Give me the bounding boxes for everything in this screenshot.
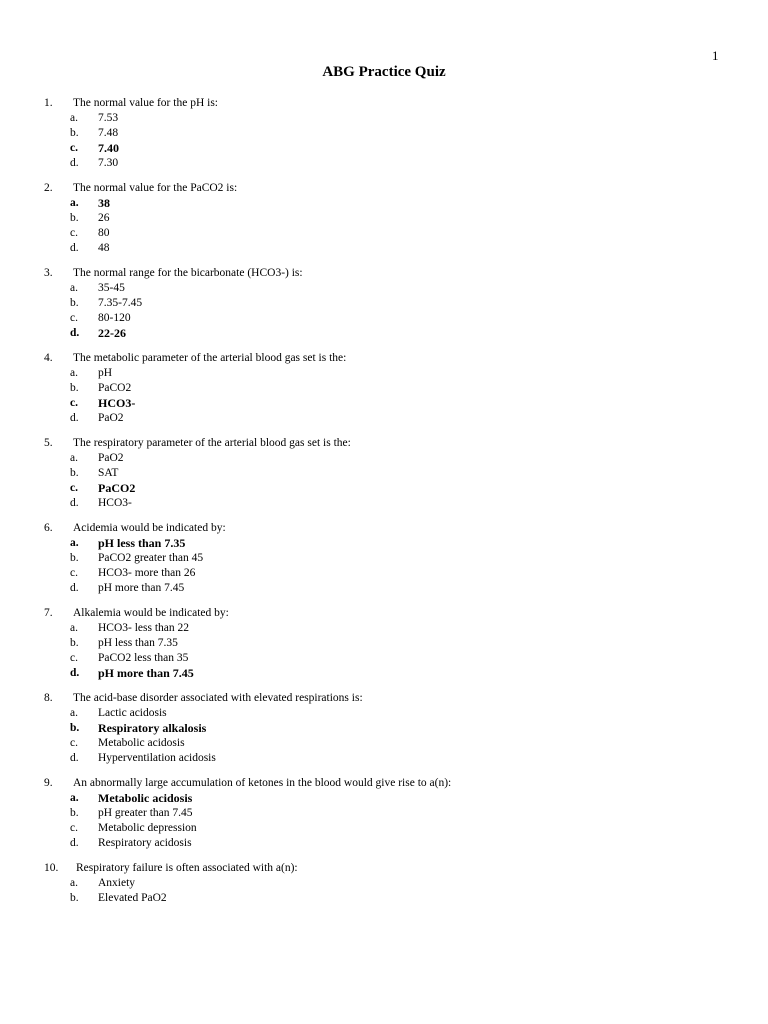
page-title: ABG Practice Quiz bbox=[322, 64, 446, 80]
question-row bbox=[0, 351, 768, 366]
option-text: Metabolic acidosis bbox=[98, 737, 185, 749]
answer-option bbox=[0, 311, 768, 326]
option-text: 80-120 bbox=[98, 312, 131, 324]
option-text: 38 bbox=[98, 196, 110, 210]
option-text: PaCO2 bbox=[98, 382, 132, 394]
question-row bbox=[0, 606, 768, 621]
question-text: The respiratory parameter of the arterial blood gas set is the: bbox=[73, 437, 351, 449]
question-text: The normal value for the PaCO2 is: bbox=[73, 182, 238, 194]
question-number: 7. bbox=[44, 607, 53, 619]
answer-option bbox=[0, 466, 768, 481]
answer-option bbox=[0, 651, 768, 666]
option-text: PaO2 bbox=[98, 412, 124, 424]
answer-option-correct bbox=[0, 481, 768, 496]
option-letter: c. bbox=[70, 312, 78, 324]
option-text: 26 bbox=[98, 212, 110, 224]
answer-option bbox=[0, 876, 768, 891]
option-text: pH less than 7.35 bbox=[98, 637, 178, 649]
answer-option-correct bbox=[0, 396, 768, 411]
option-letter: c. bbox=[70, 737, 78, 749]
question-row bbox=[0, 521, 768, 536]
answer-option bbox=[0, 126, 768, 141]
option-text: pH bbox=[98, 367, 113, 379]
question-row bbox=[0, 861, 768, 876]
question-block bbox=[0, 266, 768, 341]
option-letter: b. bbox=[70, 297, 79, 309]
option-letter: d. bbox=[70, 327, 80, 339]
question-number: 5. bbox=[44, 437, 53, 449]
question-block bbox=[0, 861, 768, 906]
option-letter: d. bbox=[70, 837, 79, 849]
option-letter: a. bbox=[70, 112, 78, 124]
answer-option bbox=[0, 736, 768, 751]
option-text: PaCO2 less than 35 bbox=[98, 652, 189, 664]
answer-option bbox=[0, 211, 768, 226]
option-text: pH more than 7.45 bbox=[98, 582, 185, 594]
answer-option bbox=[0, 566, 768, 581]
question-text: Alkalemia would be indicated by: bbox=[73, 607, 229, 619]
question-block bbox=[0, 606, 768, 681]
option-letter: c. bbox=[70, 652, 78, 664]
option-letter: a. bbox=[70, 452, 78, 464]
option-text: HCO3- bbox=[98, 497, 132, 509]
option-text: Hyperventilation acidosis bbox=[98, 752, 216, 764]
option-letter: b. bbox=[70, 552, 79, 564]
option-letter: d. bbox=[70, 752, 79, 764]
option-text: HCO3- less than 22 bbox=[98, 622, 190, 634]
answer-option bbox=[0, 621, 768, 636]
question-number: 3. bbox=[44, 267, 53, 279]
question-list bbox=[0, 96, 768, 916]
option-letter: d. bbox=[70, 497, 79, 509]
answer-option bbox=[0, 296, 768, 311]
answer-option bbox=[0, 836, 768, 851]
option-letter: c. bbox=[70, 482, 78, 494]
question-row bbox=[0, 436, 768, 451]
answer-option-correct bbox=[0, 536, 768, 551]
answer-option-correct bbox=[0, 141, 768, 156]
option-letter: b. bbox=[70, 722, 80, 734]
answer-option-correct bbox=[0, 666, 768, 681]
question-number: 10. bbox=[44, 862, 59, 874]
answer-option bbox=[0, 381, 768, 396]
answer-option-correct bbox=[0, 196, 768, 211]
option-letter: b. bbox=[70, 467, 79, 479]
option-text: 35-45 bbox=[98, 282, 125, 294]
option-letter: b. bbox=[70, 382, 79, 394]
question-block bbox=[0, 521, 768, 596]
answer-option bbox=[0, 156, 768, 171]
answer-option-correct bbox=[0, 791, 768, 806]
answer-option-correct bbox=[0, 721, 768, 736]
option-letter: b. bbox=[70, 892, 79, 904]
answer-option bbox=[0, 706, 768, 721]
option-text: PaCO2 greater than 45 bbox=[98, 552, 204, 564]
option-letter: a. bbox=[70, 792, 79, 804]
option-text: Respiratory alkalosis bbox=[98, 721, 207, 735]
option-text: pH less than 7.35 bbox=[98, 536, 186, 550]
option-text: 48 bbox=[98, 242, 110, 254]
answer-option bbox=[0, 581, 768, 596]
option-letter: d. bbox=[70, 412, 79, 424]
question-row bbox=[0, 776, 768, 791]
question-row bbox=[0, 96, 768, 111]
question-block bbox=[0, 691, 768, 766]
option-letter: b. bbox=[70, 807, 79, 819]
answer-option bbox=[0, 751, 768, 766]
answer-option bbox=[0, 226, 768, 241]
option-letter: b. bbox=[70, 127, 79, 139]
question-text: The acid-base disorder associated with elevated respirations is: bbox=[73, 692, 363, 704]
option-letter: d. bbox=[70, 667, 80, 679]
option-letter: a. bbox=[70, 197, 79, 209]
answer-option bbox=[0, 411, 768, 426]
question-number: 9. bbox=[44, 777, 53, 789]
option-text: Metabolic acidosis bbox=[98, 791, 193, 805]
option-letter: a. bbox=[70, 622, 78, 634]
option-text: pH more than 7.45 bbox=[98, 666, 194, 680]
option-letter: a. bbox=[70, 707, 78, 719]
option-letter: c. bbox=[70, 142, 78, 154]
option-text: Lactic acidosis bbox=[98, 707, 167, 719]
option-text: PaCO2 bbox=[98, 481, 136, 495]
answer-option bbox=[0, 551, 768, 566]
option-letter: c. bbox=[70, 822, 78, 834]
option-letter: d. bbox=[70, 157, 79, 169]
question-block bbox=[0, 96, 768, 171]
option-letter: c. bbox=[70, 227, 78, 239]
option-text: 7.30 bbox=[98, 157, 119, 169]
option-letter: d. bbox=[70, 242, 79, 254]
answer-option bbox=[0, 111, 768, 126]
option-text: 7.35-7.45 bbox=[98, 297, 143, 309]
answer-option bbox=[0, 496, 768, 511]
page-number: 1 bbox=[712, 48, 719, 63]
option-letter: b. bbox=[70, 212, 79, 224]
answer-option bbox=[0, 636, 768, 651]
question-number: 4. bbox=[44, 352, 53, 364]
question-block bbox=[0, 181, 768, 256]
answer-option bbox=[0, 451, 768, 466]
question-row bbox=[0, 266, 768, 281]
option-letter: a. bbox=[70, 877, 78, 889]
question-block bbox=[0, 776, 768, 851]
answer-option bbox=[0, 821, 768, 836]
option-text: HCO3- bbox=[98, 396, 136, 410]
option-text: 22-26 bbox=[98, 326, 126, 340]
option-text: 7.40 bbox=[98, 141, 119, 155]
answer-option bbox=[0, 891, 768, 906]
answer-option bbox=[0, 366, 768, 381]
question-text: An abnormally large accumulation of ketones in the blood would give rise to a(n): bbox=[73, 777, 452, 789]
question-number: 2. bbox=[44, 182, 53, 194]
option-letter: a. bbox=[70, 537, 79, 549]
option-text: Respiratory acidosis bbox=[98, 837, 192, 849]
question-text: Respiratory failure is often associated with a(n): bbox=[76, 862, 298, 874]
question-text: The metabolic parameter of the arterial blood gas set is the: bbox=[73, 352, 347, 364]
option-text: HCO3- more than 26 bbox=[98, 567, 196, 579]
option-letter: b. bbox=[70, 637, 79, 649]
option-text: SAT bbox=[98, 467, 119, 479]
question-block bbox=[0, 351, 768, 426]
option-letter: a. bbox=[70, 282, 78, 294]
option-text: Anxiety bbox=[98, 877, 136, 889]
option-text: Metabolic depression bbox=[98, 822, 197, 834]
answer-option-correct bbox=[0, 326, 768, 341]
option-letter: d. bbox=[70, 582, 79, 594]
option-text: 7.48 bbox=[98, 127, 119, 139]
option-text: Elevated PaO2 bbox=[98, 892, 167, 904]
option-text: PaO2 bbox=[98, 452, 124, 464]
option-text: pH greater than 7.45 bbox=[98, 807, 193, 819]
answer-option bbox=[0, 281, 768, 296]
question-text: The normal range for the bicarbonate (HCO3-) is: bbox=[73, 267, 303, 279]
question-text: Acidemia would be indicated by: bbox=[73, 522, 226, 534]
answer-option bbox=[0, 806, 768, 821]
question-text: The normal value for the pH is: bbox=[73, 97, 218, 109]
question-row bbox=[0, 181, 768, 196]
option-letter: c. bbox=[70, 567, 78, 579]
question-row bbox=[0, 691, 768, 706]
option-letter: a. bbox=[70, 367, 78, 379]
question-number: 6. bbox=[44, 522, 53, 534]
option-letter: c. bbox=[70, 397, 78, 409]
question-number: 8. bbox=[44, 692, 53, 704]
option-text: 80 bbox=[98, 227, 110, 239]
question-block bbox=[0, 436, 768, 511]
option-text: 7.53 bbox=[98, 112, 119, 124]
question-number: 1. bbox=[44, 97, 53, 109]
answer-option bbox=[0, 241, 768, 256]
